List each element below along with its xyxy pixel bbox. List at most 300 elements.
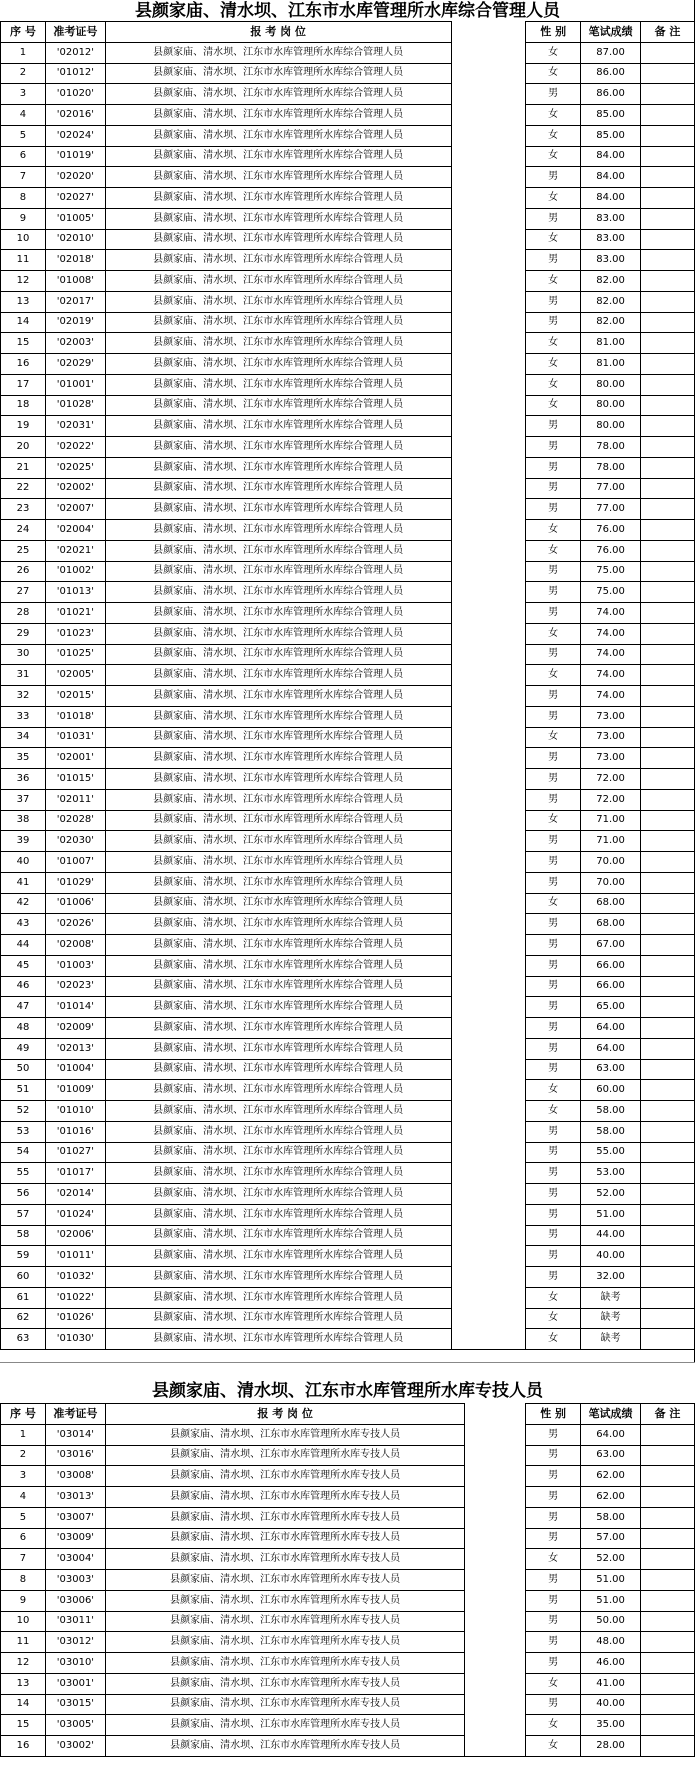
header-note: 备 注 [641,22,695,43]
row-exam-id: '02031' [45,416,105,437]
row-post: 县颜家庙、清水坝、江东市水库管理所水库综合管理人员 [105,1059,451,1080]
table-row [1,1445,695,1466]
row-score: 44.00 [581,1225,641,1246]
row-note [641,1673,695,1694]
row-spacer [451,582,526,603]
row-spacer [451,333,526,354]
row-score: 64.00 [581,1038,641,1059]
table-row [1,540,695,561]
row-no: 31 [1,665,46,686]
row-score: 84.00 [581,146,641,167]
table-row [1,1715,695,1736]
row-post: 县颜家庙、清水坝、江东市水库管理所水库综合管理人员 [105,686,451,707]
row-no: 22 [1,478,46,499]
row-post: 县颜家庙、清水坝、江东市水库管理所水库综合管理人员 [105,63,451,84]
table-row [1,603,695,624]
row-exam-id: '03010' [45,1653,105,1674]
row-note [641,769,695,790]
table-row [1,582,695,603]
row-post: 县颜家庙、清水坝、江东市水库管理所水库专技人员 [105,1466,465,1487]
row-gender: 男 [526,769,581,790]
row-exam-id: '01032' [45,1267,105,1288]
row-spacer [465,1611,526,1632]
row-gender: 男 [526,1590,581,1611]
row-exam-id: '02003' [45,333,105,354]
row-exam-id: '01024' [45,1204,105,1225]
row-score: 51.00 [581,1590,641,1611]
row-score: 46.00 [581,1653,641,1674]
section2-title: 县颜家庙、清水坝、江东市水库管理所水库专技人员 [152,1381,543,1401]
row-no: 16 [1,1736,46,1757]
row-note [641,1287,695,1308]
row-no: 4 [1,105,46,126]
row-spacer [465,1736,526,1757]
row-score: 71.00 [581,831,641,852]
row-post: 县颜家庙、清水坝、江东市水库管理所水库综合管理人员 [105,810,451,831]
row-no: 27 [1,582,46,603]
row-note [641,1080,695,1101]
table-row [1,789,695,810]
row-score: 84.00 [581,167,641,188]
table-row [1,1204,695,1225]
row-note [641,478,695,499]
row-score: 82.00 [581,271,641,292]
table-row [1,561,695,582]
row-note [641,935,695,956]
table-row [1,644,695,665]
row-note [641,146,695,167]
row-exam-id: '01031' [45,727,105,748]
row-no: 26 [1,561,46,582]
header-gender: 性 别 [526,22,581,43]
row-exam-id: '01015' [45,769,105,790]
table-row [1,374,695,395]
table-row [1,1694,695,1715]
row-note [641,540,695,561]
row-gender: 女 [526,1549,581,1570]
row-post: 县颜家庙、清水坝、江东市水库管理所水库综合管理人员 [105,665,451,686]
row-note [641,748,695,769]
row-post: 县颜家庙、清水坝、江东市水库管理所水库综合管理人员 [105,229,451,250]
row-exam-id: '02025' [45,457,105,478]
row-no: 14 [1,1694,46,1715]
header-score: 笔试成绩 [581,1404,641,1425]
row-exam-id: '01029' [45,872,105,893]
row-spacer [451,603,526,624]
row-spacer [465,1445,526,1466]
row-spacer [451,976,526,997]
row-spacer [451,623,526,644]
row-note [641,1018,695,1039]
table-row [1,125,695,146]
row-gender: 男 [526,1528,581,1549]
row-score: 83.00 [581,250,641,271]
row-note [641,333,695,354]
row-gender: 男 [526,1163,581,1184]
row-spacer [451,457,526,478]
row-exam-id: '01025' [45,644,105,665]
row-no: 28 [1,603,46,624]
row-post: 县颜家庙、清水坝、江东市水库管理所水库综合管理人员 [105,1329,451,1350]
row-score: 63.00 [581,1445,641,1466]
row-exam-id: '02021' [45,540,105,561]
row-gender: 男 [526,686,581,707]
row-no: 53 [1,1121,46,1142]
row-score: 66.00 [581,955,641,976]
row-note [641,1487,695,1508]
row-exam-id: '02011' [45,789,105,810]
row-spacer [451,955,526,976]
row-gender: 男 [526,603,581,624]
table-header-row [1,1404,695,1425]
row-note [641,644,695,665]
row-note [641,976,695,997]
row-spacer [451,520,526,541]
row-gender: 女 [526,1736,581,1757]
table-row [1,706,695,727]
header-spacer [465,1404,526,1425]
row-spacer [451,686,526,707]
row-no: 8 [1,1570,46,1591]
row-note [641,561,695,582]
row-exam-id: '02024' [45,125,105,146]
row-score: 58.00 [581,1121,641,1142]
row-score: 68.00 [581,914,641,935]
row-note [641,312,695,333]
row-spacer [451,644,526,665]
row-spacer [451,1018,526,1039]
row-exam-id: '02019' [45,312,105,333]
row-spacer [465,1549,526,1570]
row-exam-id: '01001' [45,374,105,395]
row-exam-id: '01028' [45,395,105,416]
row-score: 80.00 [581,395,641,416]
row-exam-id: '01005' [45,208,105,229]
row-spacer [465,1487,526,1508]
row-no: 50 [1,1059,46,1080]
row-no: 37 [1,789,46,810]
row-exam-id: '01026' [45,1308,105,1329]
row-note [641,42,695,63]
row-spacer [465,1715,526,1736]
row-note [641,1142,695,1163]
row-no: 19 [1,416,46,437]
header-id: 准考证号 [45,1404,105,1425]
row-score: 81.00 [581,333,641,354]
row-post: 县颜家庙、清水坝、江东市水库管理所水库专技人员 [105,1715,465,1736]
row-score: 78.00 [581,457,641,478]
row-gender: 男 [526,852,581,873]
table-row [1,188,695,209]
table-row [1,271,695,292]
row-post: 县颜家庙、清水坝、江东市水库管理所水库综合管理人员 [105,437,451,458]
row-gender: 男 [526,706,581,727]
row-note [641,229,695,250]
row-note [641,208,695,229]
row-exam-id: '01020' [45,84,105,105]
row-post: 县颜家庙、清水坝、江东市水库管理所水库综合管理人员 [105,1080,451,1101]
row-post: 县颜家庙、清水坝、江东市水库管理所水库综合管理人员 [105,997,451,1018]
row-score: 41.00 [581,1673,641,1694]
row-post: 县颜家庙、清水坝、江东市水库管理所水库综合管理人员 [105,42,451,63]
row-post: 县颜家庙、清水坝、江东市水库管理所水库综合管理人员 [105,789,451,810]
row-post: 县颜家庙、清水坝、江东市水库管理所水库综合管理人员 [105,1038,451,1059]
row-no: 43 [1,914,46,935]
row-post: 县颜家庙、清水坝、江东市水库管理所水库综合管理人员 [105,1142,451,1163]
row-spacer [451,769,526,790]
row-no: 55 [1,1163,46,1184]
header-score: 笔试成绩 [581,22,641,43]
row-exam-id: '01017' [45,1163,105,1184]
row-gender: 女 [526,271,581,292]
row-exam-id: '02010' [45,229,105,250]
row-exam-id: '03007' [45,1507,105,1528]
row-gender: 男 [526,1694,581,1715]
row-score: 73.00 [581,727,641,748]
row-spacer [451,727,526,748]
row-note [641,686,695,707]
section1-table [0,21,695,1350]
row-score: 62.00 [581,1466,641,1487]
row-no: 58 [1,1225,46,1246]
table-row [1,1487,695,1508]
row-no: 15 [1,333,46,354]
row-score: 73.00 [581,706,641,727]
row-spacer [465,1528,526,1549]
row-post: 县颜家庙、清水坝、江东市水库管理所水库专技人员 [105,1549,465,1570]
row-gender: 女 [526,374,581,395]
row-no: 57 [1,1204,46,1225]
row-score: 51.00 [581,1570,641,1591]
row-gender: 男 [526,1507,581,1528]
row-gender: 男 [526,1466,581,1487]
row-note [641,167,695,188]
row-post: 县颜家庙、清水坝、江东市水库管理所水库专技人员 [105,1694,465,1715]
row-note [641,997,695,1018]
row-post: 县颜家庙、清水坝、江东市水库管理所水库专技人员 [105,1653,465,1674]
row-note [641,706,695,727]
header-no: 序 号 [1,22,46,43]
row-exam-id: '02022' [45,437,105,458]
row-note [641,395,695,416]
row-post: 县颜家庙、清水坝、江东市水库管理所水库专技人员 [105,1507,465,1528]
row-spacer [451,706,526,727]
row-note [641,1507,695,1528]
row-post: 县颜家庙、清水坝、江东市水库管理所水库综合管理人员 [105,291,451,312]
row-note [641,1059,695,1080]
row-gender: 女 [526,1673,581,1694]
row-note [641,125,695,146]
row-score: 52.00 [581,1549,641,1570]
row-score: 64.00 [581,1424,641,1445]
row-no: 45 [1,955,46,976]
header-id: 准考证号 [45,22,105,43]
row-spacer [451,63,526,84]
table-row [1,457,695,478]
row-no: 23 [1,499,46,520]
row-no: 1 [1,1424,46,1445]
row-exam-id: '01002' [45,561,105,582]
row-spacer [451,42,526,63]
row-note [641,437,695,458]
row-post: 县颜家庙、清水坝、江东市水库管理所水库综合管理人员 [105,125,451,146]
table-row [1,1184,695,1205]
row-post: 县颜家庙、清水坝、江东市水库管理所水库综合管理人员 [105,1121,451,1142]
row-spacer [451,125,526,146]
row-score: 74.00 [581,665,641,686]
row-exam-id: '03003' [45,1570,105,1591]
row-score: 63.00 [581,1059,641,1080]
row-gender: 男 [526,1653,581,1674]
row-gender: 男 [526,1445,581,1466]
row-spacer [451,395,526,416]
row-no: 9 [1,208,46,229]
row-no: 11 [1,250,46,271]
row-score: 77.00 [581,478,641,499]
row-gender: 女 [526,1287,581,1308]
row-spacer [451,250,526,271]
row-exam-id: '02013' [45,1038,105,1059]
row-exam-id: '02026' [45,914,105,935]
row-gender: 男 [526,1038,581,1059]
row-note [641,665,695,686]
row-no: 51 [1,1080,46,1101]
row-post: 县颜家庙、清水坝、江东市水库管理所水库综合管理人员 [105,395,451,416]
row-post: 县颜家庙、清水坝、江东市水库管理所水库综合管理人员 [105,727,451,748]
header-gender: 性 别 [526,1404,581,1425]
row-gender: 男 [526,478,581,499]
row-gender: 男 [526,582,581,603]
row-exam-id: '03015' [45,1694,105,1715]
row-no: 42 [1,893,46,914]
table-row [1,810,695,831]
row-spacer [451,1163,526,1184]
row-spacer [451,1142,526,1163]
row-no: 18 [1,395,46,416]
row-exam-id: '01010' [45,1101,105,1122]
row-spacer [451,312,526,333]
row-post: 县颜家庙、清水坝、江东市水库管理所水库综合管理人员 [105,603,451,624]
row-note [641,1101,695,1122]
row-no: 36 [1,769,46,790]
row-spacer [451,1329,526,1350]
row-no: 33 [1,706,46,727]
row-spacer [451,437,526,458]
row-no: 8 [1,188,46,209]
table-row [1,1059,695,1080]
table-row [1,955,695,976]
row-post: 县颜家庙、清水坝、江东市水库管理所水库综合管理人员 [105,188,451,209]
row-post: 县颜家庙、清水坝、江东市水库管理所水库综合管理人员 [105,457,451,478]
row-post: 县颜家庙、清水坝、江东市水库管理所水库综合管理人员 [105,1018,451,1039]
row-no: 48 [1,1018,46,1039]
table-row [1,1038,695,1059]
row-spacer [451,1101,526,1122]
table-row [1,623,695,644]
table-row [1,1528,695,1549]
row-score: 71.00 [581,810,641,831]
row-note [641,623,695,644]
row-post: 县颜家庙、清水坝、江东市水库管理所水库综合管理人员 [105,623,451,644]
table-row [1,1018,695,1039]
table-row [1,229,695,250]
row-spacer [465,1466,526,1487]
table-row [1,416,695,437]
table-row [1,478,695,499]
row-no: 9 [1,1590,46,1611]
table-row [1,1736,695,1757]
row-post: 县颜家庙、清水坝、江东市水库管理所水库综合管理人员 [105,499,451,520]
row-gender: 女 [526,1080,581,1101]
row-gender: 男 [526,1487,581,1508]
row-post: 县颜家庙、清水坝、江东市水库管理所水库综合管理人员 [105,84,451,105]
row-spacer [451,831,526,852]
row-note [641,1038,695,1059]
row-gender: 女 [526,333,581,354]
table-row [1,1308,695,1329]
row-post: 县颜家庙、清水坝、江东市水库管理所水库专技人员 [105,1424,465,1445]
row-score: 35.00 [581,1715,641,1736]
row-exam-id: '02023' [45,976,105,997]
row-no: 1 [1,42,46,63]
row-exam-id: '03004' [45,1549,105,1570]
row-note [641,1715,695,1736]
row-note [641,84,695,105]
table-row [1,872,695,893]
row-exam-id: '01007' [45,852,105,873]
row-spacer [451,1080,526,1101]
table-row [1,1570,695,1591]
row-exam-id: '02006' [45,1225,105,1246]
row-gender: 男 [526,872,581,893]
row-gender: 男 [526,831,581,852]
table-row [1,250,695,271]
row-no: 59 [1,1246,46,1267]
row-note [641,374,695,395]
row-exam-id: '01006' [45,893,105,914]
row-score: 53.00 [581,1163,641,1184]
row-gender: 男 [526,416,581,437]
table-row [1,520,695,541]
row-note [641,63,695,84]
row-score: 84.00 [581,188,641,209]
row-gender: 男 [526,561,581,582]
row-gender: 女 [526,1715,581,1736]
row-spacer [465,1653,526,1674]
row-gender: 男 [526,997,581,1018]
row-note [641,1528,695,1549]
row-exam-id: '03009' [45,1528,105,1549]
table-row [1,1424,695,1445]
row-note [641,1736,695,1757]
row-no: 32 [1,686,46,707]
row-no: 4 [1,1487,46,1508]
row-no: 21 [1,457,46,478]
row-post: 县颜家庙、清水坝、江东市水库管理所水库综合管理人员 [105,312,451,333]
row-post: 县颜家庙、清水坝、江东市水库管理所水库专技人员 [105,1632,465,1653]
row-exam-id: '02009' [45,1018,105,1039]
row-exam-id: '01018' [45,706,105,727]
row-gender: 女 [526,727,581,748]
table-header-row [1,22,695,43]
row-spacer [465,1507,526,1528]
row-exam-id: '01030' [45,1329,105,1350]
row-score: 66.00 [581,976,641,997]
row-gender: 女 [526,354,581,375]
table-row [1,748,695,769]
row-spacer [451,1267,526,1288]
row-no: 12 [1,271,46,292]
